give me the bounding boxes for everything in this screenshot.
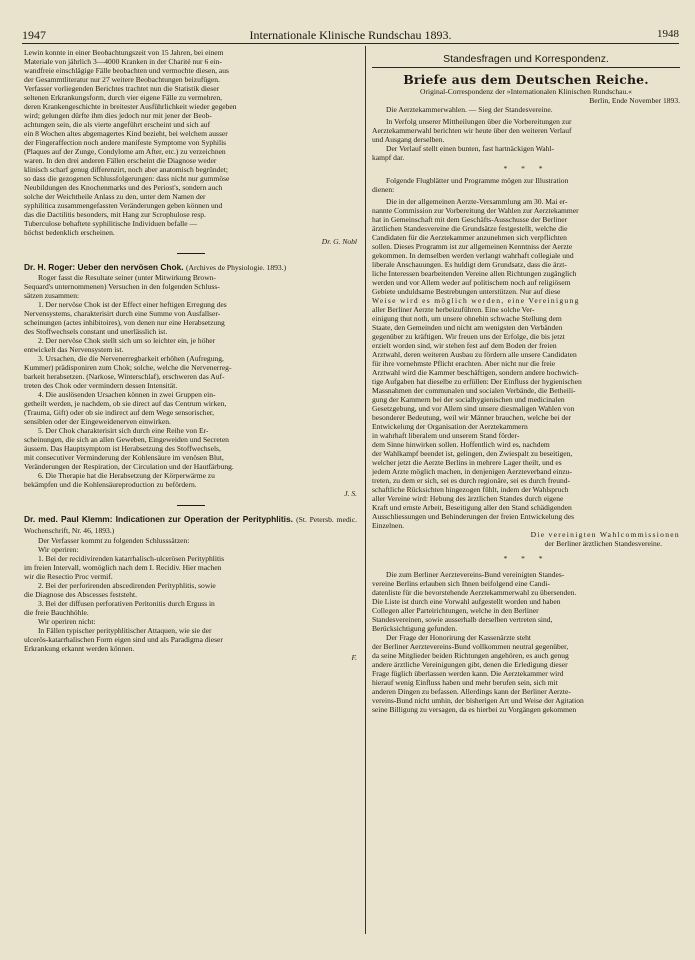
text-line: im freien Intervall, womöglich nach dem I. Recidiv. Hier machen xyxy=(24,563,222,572)
text-line: für ihre vornehmste Pflicht erachten. Aber nicht nur die freie xyxy=(372,359,556,368)
text-line: hat in Gemeinschaft mit dem Geschäfts-Ausschusse der Berliner xyxy=(372,215,568,224)
text-line: 1. Bei der recidivirenden katarrhalisch-ulcerösen Perityphlitis xyxy=(38,554,225,563)
text-line: seltenen Erkrankungsform, durch vier eigene Fälle zu vermehren, xyxy=(24,93,223,102)
text-line: der Berliner Aerztevereins-Bund vollkommen neutral gegenüber, xyxy=(372,642,569,651)
signature: J. S. xyxy=(344,489,357,498)
text-line: der Fingeraffection noch andere manifeste Symptome von Syphilis xyxy=(24,138,227,147)
text-line: Wir operiren: xyxy=(38,545,79,554)
text-line: Folgende Flugblätter und Programme mögen zur Illustration xyxy=(386,176,569,185)
text-line: ärztlichen Standesvereine die Grundsätze festgestellt, welche die xyxy=(372,224,568,233)
text-line: deren Krankengeschichte in breitester Ausführlichkeit wieder gegeben xyxy=(24,102,237,111)
text-line: 4. Die auslösenden Ursachen können in zwei Gruppen ein- xyxy=(38,390,216,399)
text-line: Arztwahl wird die Kammer beschäftigen, sondern andere hochwich- xyxy=(372,368,579,377)
text-line: 2. Der nervöse Chok stellt sich um so leichter ein, je höher xyxy=(38,336,216,345)
text-line: Lewin konnte in einer Beobachtungszeit von 15 Jahren, bei einem xyxy=(24,48,224,57)
text-line: datenliste für die bevorstehende Aerztekammerwahl zu übersenden. xyxy=(372,588,577,597)
text-line: Wir operiren nicht: xyxy=(38,617,96,626)
text-line: sätzen zusammen: xyxy=(24,291,80,300)
text-line: In Verfolg unserer Mittheilungen über die Vorbereitungen zur xyxy=(386,117,572,126)
separator-rule xyxy=(177,505,205,506)
text-line: Die in der allgemeinen Aerzte-Versammlung am 30. Mai er- xyxy=(386,197,568,206)
text-line: getheilt werden, je nachdem, ob sie direct auf das Centrum wirken, xyxy=(24,399,227,408)
text-line: Arztwahl, deren weiteren Ausbau zu fördern alle unsere Candidaten xyxy=(372,350,577,359)
text-line: Erkrankung erkannt werden können. xyxy=(24,644,135,653)
left-column xyxy=(24,48,357,928)
text-line: liberale Anschauungen. Es huldigt dem Grundsatz, dass die ärzt- xyxy=(372,260,567,269)
text-line: Sequard's unternommenen) Versuchen in den folgenden Schluss- xyxy=(24,282,220,291)
text-line: so dass die gezogenen Schlussfolgerungen: dass nicht nur gummöse xyxy=(24,174,230,183)
text-line: gegenüber zu kräftigen. Wir freuen uns der Erfolge, die bis jetzt xyxy=(372,332,565,341)
article-source: (St. Petersb. medic. Wochenschrift, Nr. 46, 1893.) xyxy=(24,515,357,535)
text-line: wird; gelungen dürfte ihm dies jedoch nur mit jener der Beob- xyxy=(24,111,212,120)
text-line: schaftliche Rücksichten hingezogen fühlt, indem der Wahlspruch xyxy=(372,485,569,494)
text-line: treten des Chok oder vermindern dessen Intensität. xyxy=(24,381,178,390)
text-line: äussern. Das Hauptsymptom ist Herabsetzung des Stoffwechsels, xyxy=(24,444,221,453)
text-line: Gesetzgebung, und vor Allem sind unsere diesmaligen Wahlen von xyxy=(372,404,575,413)
text-line: das die Dactilitis besonders, mit Hang zur Scrophulose resp. xyxy=(24,210,206,219)
section-heading: Standesfragen und Korrespondenz. xyxy=(443,53,609,65)
text-line: vereine Berlins erlauben sich Ihnen beifolgend eine Candi- xyxy=(372,579,550,588)
review-klemm xyxy=(24,514,357,662)
text-line: 3. Ursachen, die die Nervenerregbarkeit erhöhen (Aufregung, xyxy=(38,354,224,363)
text-line: (Trauma, Gift) oder ob sie indirect auf dem Wege sensorischer, xyxy=(24,408,215,417)
asterism: * * * xyxy=(503,554,549,563)
text-line: treten, zu dem er sich, sei es durch regionäre, sei es durch freund- xyxy=(372,476,571,485)
text-line: Nervensystems, charakterisirt durch eine Summe von Ausfallser- xyxy=(24,309,221,318)
text-line: dienen: xyxy=(372,185,395,194)
text-line: aller Vereine wird: Hebung des ärztlichen Standes durch eigene xyxy=(372,494,564,503)
text-line: sensiblen oder der Eingeweidenerven einwirken. xyxy=(24,417,171,426)
text-line: sollen. Dieses Programm ist zur allgemeinen Kenntniss der Aerzte xyxy=(372,242,573,251)
text-line: des Stoffwechsels constant und unerlässlich ist. xyxy=(24,327,168,336)
text-line: 5. Der Chok charakterisirt sich durch eine Reihe von Er- xyxy=(38,426,209,435)
text-line: klinisch scharf genug differenzirt, noch aber anatomisch begründet; xyxy=(24,165,228,174)
text-line: Gebiete unduldsame Bestrebungen unterstützen. Nur auf diese xyxy=(372,287,561,296)
text-line: Verfasser vorliegenden Berichtes trachtet nun die Statistik dieser xyxy=(24,84,220,93)
text-line: anderen Dingen zu befassen. Allerdings kann der Berliner Aerzte- xyxy=(372,687,571,696)
text-line: der Wahlkampf beendet ist, gelingen, den Zwiespalt zu beseitigen, xyxy=(372,449,573,458)
right-column xyxy=(372,48,680,928)
article-heading: Dr. med. Paul Klemm: Indicationen zur Operation der Perityphlitis. xyxy=(24,514,293,524)
signature: Dr. G. Nobl xyxy=(321,237,357,246)
text-line: In Fällen typischer perityphlitischer Attaquen, wie sie der xyxy=(38,626,212,635)
text-line: Veränderungen der Respiration, der Circulation und der Hautfärbung. xyxy=(24,462,234,471)
text-line: Kummer) prädisponiren zum Chok; solche, welche die Nervenerreg- xyxy=(24,363,232,372)
text-line: achtungen sein, die als vierte angeführt erscheint und sich auf xyxy=(24,120,211,129)
text-line: kampf dar. xyxy=(372,153,405,162)
text-line: der Gesammtliteratur nur 27 weitere Beobachtungen beizufügen. xyxy=(24,75,220,84)
text-line: vereins-Bund nicht umhin, der bisherigen Art und Weise der Agitation xyxy=(372,696,584,705)
text-line: liche Interessen bearbeitenden Vereine allen Richtungen zugänglich xyxy=(372,269,577,278)
running-header xyxy=(22,27,679,44)
text-line: gekommen. In demselben werden verlangt wahrhaft collegiale und xyxy=(372,251,574,260)
text-line: (Plaques auf der Zunge, Condylome am After, etc.) zu verzeichnen xyxy=(24,147,226,156)
text-line: Frage füglich überlassen werden kann. Die Aerztekammer wird xyxy=(372,669,564,678)
text-line: Ausschliessungen und Behinderungen der freien Entwickelung des xyxy=(372,512,575,521)
text-line: welcher jetzt die Aerzte Berlins in mehrere Lager theilt, und es xyxy=(372,458,562,467)
dateline: Berlin, Ende November 1893. xyxy=(589,96,680,105)
journal-title: Internationale Klinische Rundschau 1893. xyxy=(249,28,452,42)
review-roger xyxy=(24,262,357,498)
text-line: die freie Bauchhöhle. xyxy=(24,608,89,617)
text-line: solche der Weichtheile Anlass zu den, unter dem Namen der xyxy=(24,192,206,201)
text-line: 6. Die Therapie hat die Herabsetzung der Körperwärme zu xyxy=(38,471,215,480)
text-line: Die Liste ist durch eine Vorwahl aufgestellt worden und haben xyxy=(372,597,561,606)
text-line: ulcerös-katarrhalischen Form eigen sind und als Paradigma dieser xyxy=(24,635,223,644)
section-rule xyxy=(372,67,680,68)
text-line: die Diagnose des Abscesses feststeht. xyxy=(24,590,137,599)
text-line: wandfreie einschlägige Fälle beobachten und vermochte diesen, aus xyxy=(24,66,229,75)
text-line: Candidaten für die Aerztekammer anzunehmen sich verpflichten xyxy=(372,233,567,242)
text-line: Einzelnen. xyxy=(372,521,405,530)
text-line: andere ärztliche Vereinigungen gibt, denen die Erledigung dieser xyxy=(372,660,568,669)
text-line: erzielt worden sind, wir stehen fest auf dem Boden der freien xyxy=(372,341,557,350)
text-line: scheinungen, die sich an allen Geweben, Eingeweiden und Secreten xyxy=(24,435,229,444)
text-line: mit consecutiver Verminderung der Kohlensäure im venösen Blut, xyxy=(24,453,224,462)
text-line: seine Billigung zu versagen, da es hierbei zu Vorgängen gekommen xyxy=(372,705,577,714)
article-source: (Archives de Physiologie. 1893.) xyxy=(185,263,287,272)
text-line: Tuberculose behaftete syphilitische Individuen befalle — xyxy=(24,219,198,228)
asterism: * * * xyxy=(503,164,549,173)
text-line: Collegen aller Parteirichtungen, welche in den Berliner xyxy=(372,606,539,615)
closing-signature: Die vereinigten Wahlcommissionen xyxy=(530,530,680,539)
text-line: wir die Resectio Proc vermif. xyxy=(24,572,113,581)
text-line: Der Frage der Honorirung der Kassenärzte steht xyxy=(386,633,532,642)
text-line: Aerztekammerwahl berichten wir heute über den weiteren Verlauf xyxy=(372,126,572,135)
text-line: werden und vor Allem weder auf politischem noch auf religiösem xyxy=(372,278,571,287)
text-line: Der Verfasser kommt zu folgenden Schlusssätzen: xyxy=(38,536,190,545)
text-line: und Ausgang derselben. xyxy=(372,135,445,144)
text-line: Staate, den Gemeinden und nicht am wenigsten den Verbänden xyxy=(372,323,563,332)
article-title xyxy=(24,514,357,536)
text-line: besonderer Bedeutung, weil wir Männer brauchen, welche bei der xyxy=(372,413,572,422)
correspondence-title: Briefe aus dem Deutschen Reiche. xyxy=(403,72,649,87)
wahlcommission-circular xyxy=(372,197,680,548)
text-line: scheinungen (actes inhibitoires), von denen nur eine Herabsetzung xyxy=(24,318,225,327)
text-line: Kraft und ernste Arbeit, Beseitigung aller den Stand schädigenden xyxy=(372,503,572,512)
text-line: jedem Arzte möglich machen, in denjenigen Aerzteverband einzu- xyxy=(372,467,572,476)
text-line: Materiale von jährlich 3—4000 Kranken in der Charité nur 6 ein- xyxy=(24,57,222,66)
signature: F. xyxy=(351,653,357,662)
text-line: 1. Der nervöse Chok ist der Effect einer heftigen Erregung des xyxy=(38,300,227,309)
text-line: in wahrhaft liberalem und unserem Stand förder- xyxy=(372,431,520,440)
text-line: dem Sinne hinwirken sollen. Hoffentlich wird es, nachdem xyxy=(372,440,550,449)
closing-signature: der Berliner ärztlichen Standesvereine. xyxy=(544,539,662,548)
text-line: entwickelt das Nervensystem ist. xyxy=(24,345,124,354)
text-line: Standesvereinen, sowie ausserhalb derselben vertreten sind, xyxy=(372,615,553,624)
article-heading: Dr. H. Roger: Ueber den nervösen Chok. xyxy=(24,262,184,272)
text-line: Massnahmen der communalen und socialen Verbände, die Betheili- xyxy=(372,386,576,395)
text-line: höchst bedenklich erscheinen. xyxy=(24,228,115,237)
text-line: waren. In den drei anderen Fällen erscheint die Diagnose weder xyxy=(24,156,217,165)
separator-rule xyxy=(177,253,205,254)
text-line: nannte Commission zur Vorbereitung der Wahlen zur Aerztekammer xyxy=(372,206,579,215)
text-line: tige Aufgaben hat dieselbe zu erfüllen: Der Einfluss der hygienischen xyxy=(372,377,582,386)
text-line: Der Verlauf stellt einen bunten, fast hartnäckigen Wahl- xyxy=(386,144,555,153)
text-line: Neubildungen des Knochenmarks und des Periost's, sondern auch xyxy=(24,183,223,192)
text-line: gung der Kammern bei der socialhygienischen und medicinalen xyxy=(372,395,565,404)
text-line: 3. Bei der diffusen perforativen Peritonitis durch Erguss in xyxy=(38,599,215,608)
text-line: aller Berliner Aerzte herbeizuführen. Eine solche Ver- xyxy=(372,305,535,314)
text-line: hierauf wenig Einfluss haben und mehr berufen sein, sich mit xyxy=(372,678,558,687)
text-line: barkeit herabsetzen. (Narkose, Winterschlaf), erschweren das Auf- xyxy=(24,372,225,381)
text-line: einigung thut noth, um unsere ohnehin schwache Stellung dem xyxy=(372,314,562,323)
article-title xyxy=(24,262,357,273)
text-line: Roger fasst die Resultate seiner (unter Mitwirkung Brown- xyxy=(38,273,216,282)
column-divider xyxy=(365,46,366,934)
text-line: Berücksichtigung gefunden. xyxy=(372,624,458,633)
topic-line: Die Aerztekammerwahlen. — Sieg der Standesvereine. xyxy=(386,105,553,114)
page-number-right: 1948 xyxy=(657,28,679,40)
text-line: Weise wird es möglich werden, eine Vereinigung xyxy=(372,296,580,305)
text-line: syphilitica zusammengefassten Veränderungen geben können und xyxy=(24,201,223,210)
aerztevereinsbund-circular xyxy=(372,570,680,714)
text-line: 2. Bei der perforirenden abscedirenden Perityphlitis, sowie xyxy=(38,581,216,590)
text-line: ein 8 Wochen altes abgemagertes Kind bezieht, bei welchem ausser xyxy=(24,129,228,138)
correspondence-subtitle: Original-Correspondenz der »Internationalen Klinischen Rundschau.« xyxy=(420,87,632,96)
text-line: Entwickelung der Organisation der Aerztekammern xyxy=(372,422,528,431)
text-line: bekämpfen und die Kohlensäureproduction zu befördern. xyxy=(24,480,197,489)
review-lewin xyxy=(24,48,357,246)
text-line: da seine Mitglieder beiden Richtungen angehören, es auch genug xyxy=(372,651,569,660)
page-number-left: 1947 xyxy=(22,28,46,42)
text-line: Die zum Berliner Aerztevereins-Bund vereinigten Standes- xyxy=(386,570,565,579)
